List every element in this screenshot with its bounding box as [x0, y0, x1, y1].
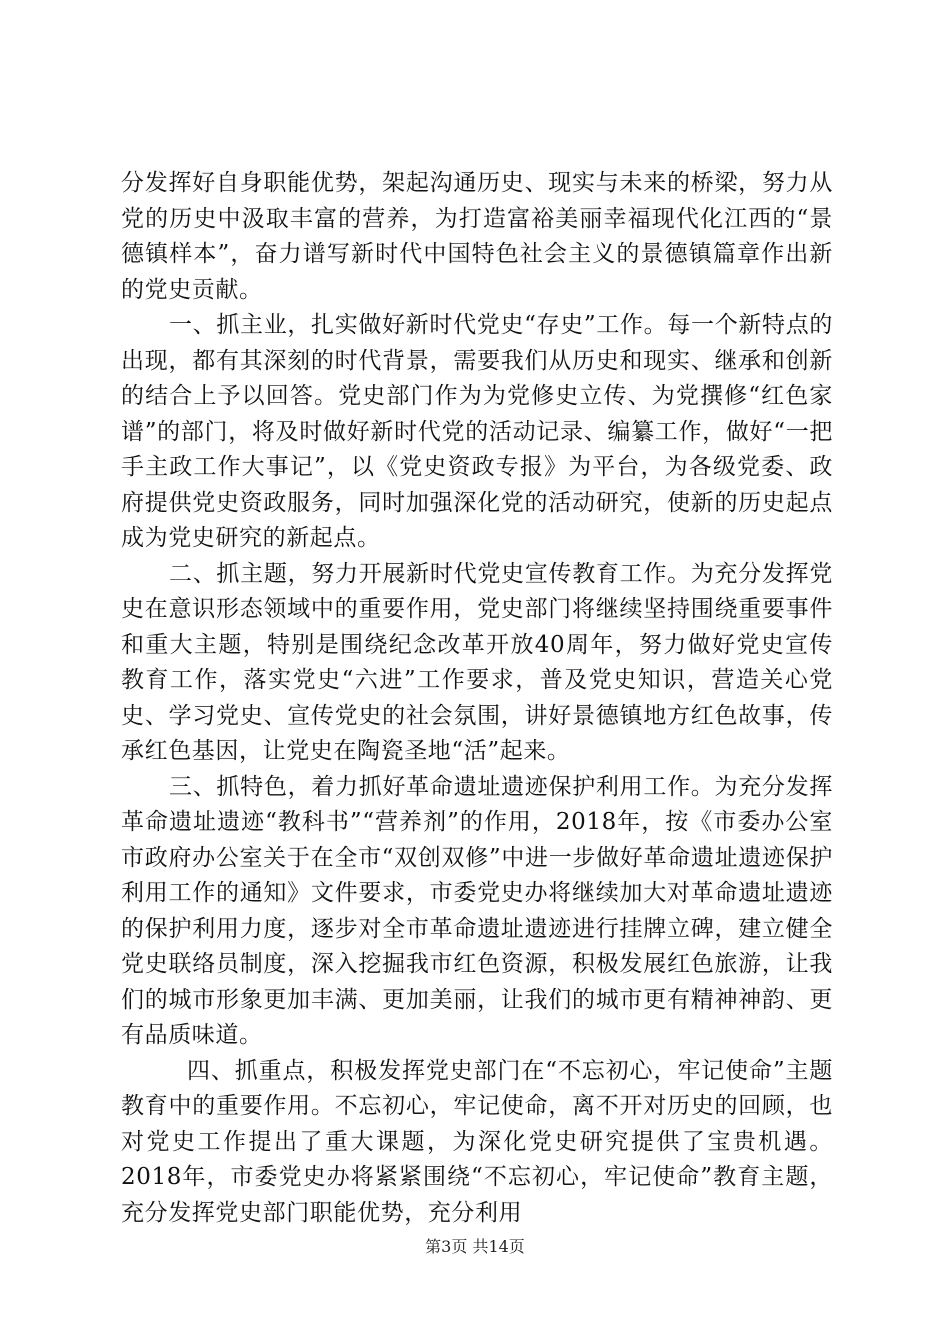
- paragraph-section-4: 四、抓重点，积极发挥党史部门在“不忘初心，牢记使命”主题教育中的重要作用。不忘初心，牢记使命，离不开对历史的回顾，也对党史工作提出了重大课题，为深化党史研究提供了宝贵机遇。2018年，市委党史办将紧紧围绕“不忘初心，牢记使命”教育主题，充分发挥党史部门职能优势，充分利用: [121, 1057, 833, 1226]
- document-body: [121, 166, 833, 1231]
- paragraph-continuation: 分发挥好自身职能优势，架起沟通历史、现实与未来的桥梁，努力从党的历史中汲取丰富的营养，为打造富裕美丽幸福现代化江西的“景德镇样本”，奋力谱写新时代中国特色社会主义的景德镇篇章作出新的党史贡献。: [121, 170, 833, 303]
- paragraph-section-1: 一、抓主业，扎实做好新时代党史“存史”工作。每一个新特点的出现，都有其深刻的时代背景，需要我们从历史和现实、继承和创新的结合上予以回答。党史部门作为为党修史立传、为党撰修“红色家谱”的部门，将及时做好新时代党的活动记录、编纂工作，做好“一把手主政工作大事记”，以《党史资政专报》为平台，为各级党委、政府提供党史资政服务，同时加强深化党的活动研究，使新的历史起点成为党史研究的新起点。: [121, 312, 833, 551]
- page-number-footer: 第3页 共14页: [425, 1237, 525, 1256]
- paragraph-section-3: 三、抓特色，着力抓好革命遗址遗迹保护利用工作。为充分发挥革命遗址遗迹“教科书”“营养剂”的作用，2018年，按《市委办公室市政府办公室关于在全市“双创双修”中进一步做好革命遗址遗迹保护利用工作的通知》文件要求，市委党史办将继续加大对革命遗址遗迹的保护利用力度，逐步对全市革命遗址遗迹进行挂牌立碑，建立健全党史联络员制度，深入挖掘我市红色资源，积极发展红色旅游，让我们的城市形象更加丰满、更加美丽，让我们的城市更有精神神韵、更有品质味道。: [121, 773, 833, 1048]
- paragraph-section-2: 二、抓主题，努力开展新时代党史宣传教育工作。为充分发挥党史在意识形态领域中的重要作用，党史部门将继续坚持围绕重要事件和重大主题，特别是围绕纪念改革开放40周年，努力做好党史宣传教育工作，落实党史“六进”工作要求，普及党史知识，营造关心党史、学习党史、宣传党史的社会氛围，讲好景德镇地方红色故事，传承红色基因，让党史在陶瓷圣地“活”起来。: [121, 560, 833, 764]
